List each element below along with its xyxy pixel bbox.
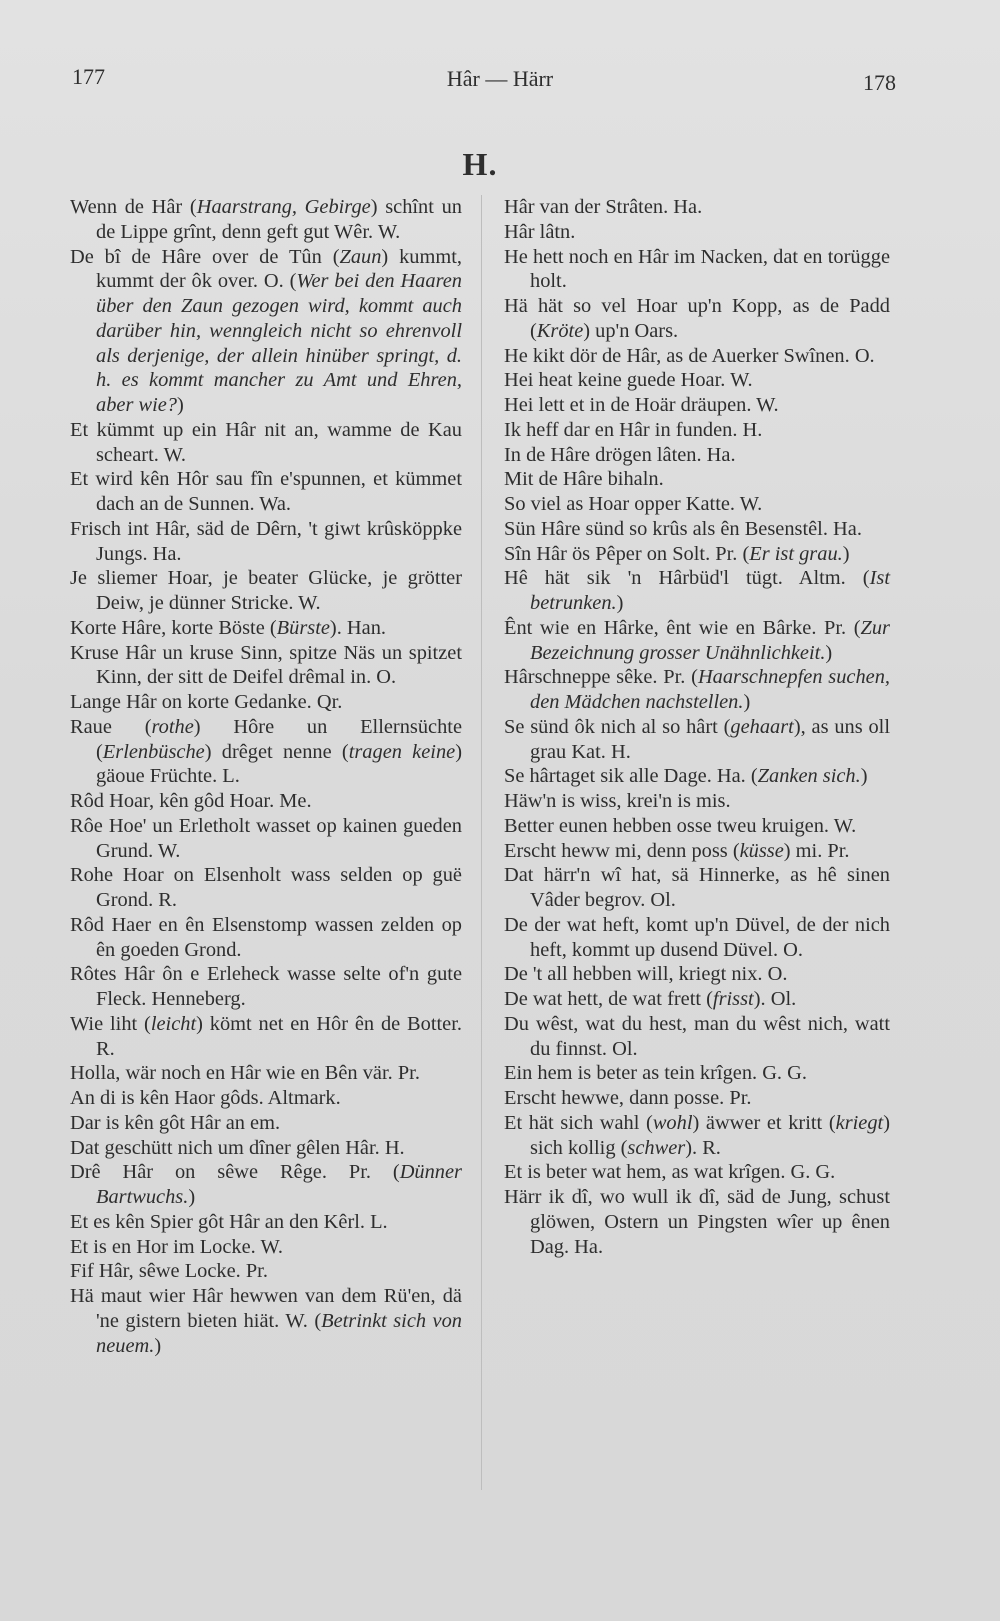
proverb-entry: Lange Hâr on korte Gedanke. Qr. xyxy=(70,691,343,713)
proverb-entry: Korte Hâre, korte Böste (Bürste). Han. xyxy=(70,616,386,639)
proverb-entry: Hä maut wier Hâr hewwen van dem Rü'en, dä 'ne gistern bieten hiät. W. (Betrinkt sich von neuem.) xyxy=(70,1285,462,1357)
proverb-entry: Holla, wär noch en Hâr wie en Bên vär. Pr. xyxy=(70,1062,420,1085)
proverb-entry: Hei lett et in de Hoär dräupen. W. xyxy=(504,394,779,416)
proverb-entry: Hâr lâtn. xyxy=(504,220,576,243)
proverb-entry: Raue (rothe) Hôre un Ellernsüchte (Erlenbüsche) drêget nenne (tragen keine) gäoue Früchte. L. xyxy=(70,715,462,788)
proverb-entry: Et kümmt up ein Hâr nit an, wamme de Kau scheart. W. xyxy=(70,418,462,466)
proverb-entry: Erscht hewwe, dann posse. Pr. xyxy=(504,1087,752,1109)
proverb-entry: De 't all hebben will, kriegt nix. O. xyxy=(504,963,788,986)
proverb-entry: An di is kên Haor gôds. Altmark. xyxy=(70,1087,341,1109)
proverb-entry: Du wêst, wat du hest, man du wêst nich, watt du finnst. Ol. xyxy=(504,1012,890,1060)
proverb-entry: Se sünd ôk nich al so hârt (gehaart), as uns oll grau Kat. H. xyxy=(504,715,890,763)
proverb-entry: Dar is kên gôt Hâr an em. xyxy=(70,1111,281,1134)
proverb-entry: Drê Hâr on sêwe Rêge. Pr. (Dünner Bartwuchs.) xyxy=(70,1161,462,1208)
proverb-entry: Häw'n is wiss, krei'n is mis. xyxy=(504,790,731,812)
proverb-entry: Hâr van der Strâten. Ha. xyxy=(504,196,703,218)
section-letter: H. xyxy=(462,146,498,182)
proverb-entry: He hett noch en Hâr im Nacken, dat en torügge holt. xyxy=(504,245,890,293)
page-number-right: 178 xyxy=(863,70,896,95)
proverb-entry: So viel as Hoar opper Katte. W. xyxy=(504,493,763,515)
proverb-entry: Dat härr'n wî hat, sä Hinnerke, as hê sinen Vâder begrov. Ol. xyxy=(504,864,890,911)
proverb-entry: Erscht heww mi, denn poss (küsse) mi. Pr. xyxy=(504,839,850,862)
proverb-entry: Hârschneppe sêke. Pr. (Haarschnepfen suchen, den Mädchen nachstellen.) xyxy=(504,666,890,713)
proverb-entry: Rôd Hoar, kên gôd Hoar. Me. xyxy=(70,790,312,812)
proverb-entry: De bî de Hâre over de Tûn (Zaun) kummt, kummt der ôk over. O. (Wer bei den Haaren über den Zaun gezogen wird, kommt auch darüber hin, wenngleich nicht so ehrenvoll als derjenige, der allein hinüber springt, d. h. es kommt mancher zu Amt und Ehren, aber wie?) xyxy=(70,245,462,416)
proverb-entry: Wie liht (leicht) kömt net en Hôr ên de Botter. R. xyxy=(70,1012,462,1060)
proverb-entry: Se hârtaget sik alle Dage. Ha. (Zanken sich.) xyxy=(504,765,868,788)
proverb-entry: Rôd Haer en ên Elsenstomp wassen zelden op ên goeden Grond. xyxy=(70,913,462,961)
proverb-entry: Hei heat keine guede Hoar. W. xyxy=(504,369,753,392)
left-column xyxy=(70,195,462,1358)
proverb-entry: Et hät sich wahl (wohl) äwwer et kritt (kriegt) sich kollig (schwer). R. xyxy=(504,1111,890,1159)
proverb-entry: Sün Hâre sünd so krûs als ên Besenstêl. Ha. xyxy=(504,517,862,540)
proverb-entry: Ênt wie en Hârke, ênt wie en Bârke. Pr. (Zur Bezeichnung grosser Unähnlichkeit.) xyxy=(504,616,890,664)
proverb-entry: Et is en Hor im Locke. W. xyxy=(70,1235,283,1258)
proverb-entry: Wenn de Hâr (Haarstrang, Gebirge) schînt un de Lippe grînt, denn geft gut Wêr. W. xyxy=(70,196,462,243)
proverb-entry: Sîn Hâr ös Pêper on Solt. Pr. (Er ist grau.) xyxy=(504,542,850,565)
proverb-entry: Frisch int Hâr, säd de Dêrn, 't giwt krûsköppke Jungs. Ha. xyxy=(70,517,462,565)
proverb-entry: Rohe Hoar on Elsenholt wass selden op guë Grond. R. xyxy=(70,864,462,911)
proverb-entry: Et is beter wat hem, as wat krîgen. G. G. xyxy=(504,1161,836,1184)
proverb-entry: In de Hâre drögen lâten. Ha. xyxy=(504,443,736,466)
proverb-entry: Kruse Hâr un kruse Sinn, spitze Näs un spitzet Kinn, der sitt de Deifel drêmal in. O. xyxy=(70,641,462,689)
proverb-entry: Je sliemer Hoar, je beater Glücke, je grötter Deiw, je dünner Stricke. W. xyxy=(70,567,462,614)
proverb-entry: Et wird kên Hôr sau fîn e'spunnen, et kümmet dach an de Sunnen. Wa. xyxy=(70,468,462,515)
proverb-entry: Ik heff dar en Hâr in funden. H. xyxy=(504,418,763,441)
proverb-entry: De wat hett, de wat frett (frisst). Ol. xyxy=(504,988,797,1010)
proverb-entry: Hä hät so vel Hoar up'n Kopp, as de Padd (Kröte) up'n Oars. xyxy=(504,295,890,342)
proverb-entry: Hê hät sik 'n Hârbüd'l tügt. Altm. (Ist betrunken.) xyxy=(504,567,890,614)
proverb-entry: Mit de Hâre bihaln. xyxy=(504,468,664,491)
proverb-entry: Ein hem is beter as tein krîgen. G. G. xyxy=(504,1062,807,1085)
proverb-entry: Rôe Hoe' un Erletholt wasset op kainen gueden Grund. W. xyxy=(70,814,462,862)
proverb-entry: Rôtes Hâr ôn e Erleheck wasse selte of'n gute Fleck. Henneberg. xyxy=(70,963,462,1010)
proverb-entry: Et es kên Spier gôt Hâr an den Kêrl. L. xyxy=(70,1210,388,1233)
proverb-entry: Härr ik dî, wo wull ik dî, säd de Jung, schust glöwen, Ostern un Pingsten wîer up ênen Dag. Ha. xyxy=(504,1186,890,1258)
column-divider xyxy=(481,195,482,1490)
running-header: Hâr — Härr xyxy=(446,66,554,91)
proverb-entry: He kikt dör de Hâr, as de Auerker Swînen. O. xyxy=(504,344,875,367)
proverb-entry: Fif Hâr, sêwe Locke. Pr. xyxy=(70,1260,268,1283)
page-number-left: 177 xyxy=(72,64,105,89)
proverb-entry: De der wat heft, komt up'n Düvel, de der nich heft, kommt up dusend Düvel. O. xyxy=(504,913,890,961)
proverb-entry: Better eunen hebben osse tweu kruigen. W. xyxy=(504,814,857,837)
right-column xyxy=(504,195,890,1259)
proverb-entry: Dat geschütt nich um dîner gêlen Hâr. H. xyxy=(70,1136,405,1159)
